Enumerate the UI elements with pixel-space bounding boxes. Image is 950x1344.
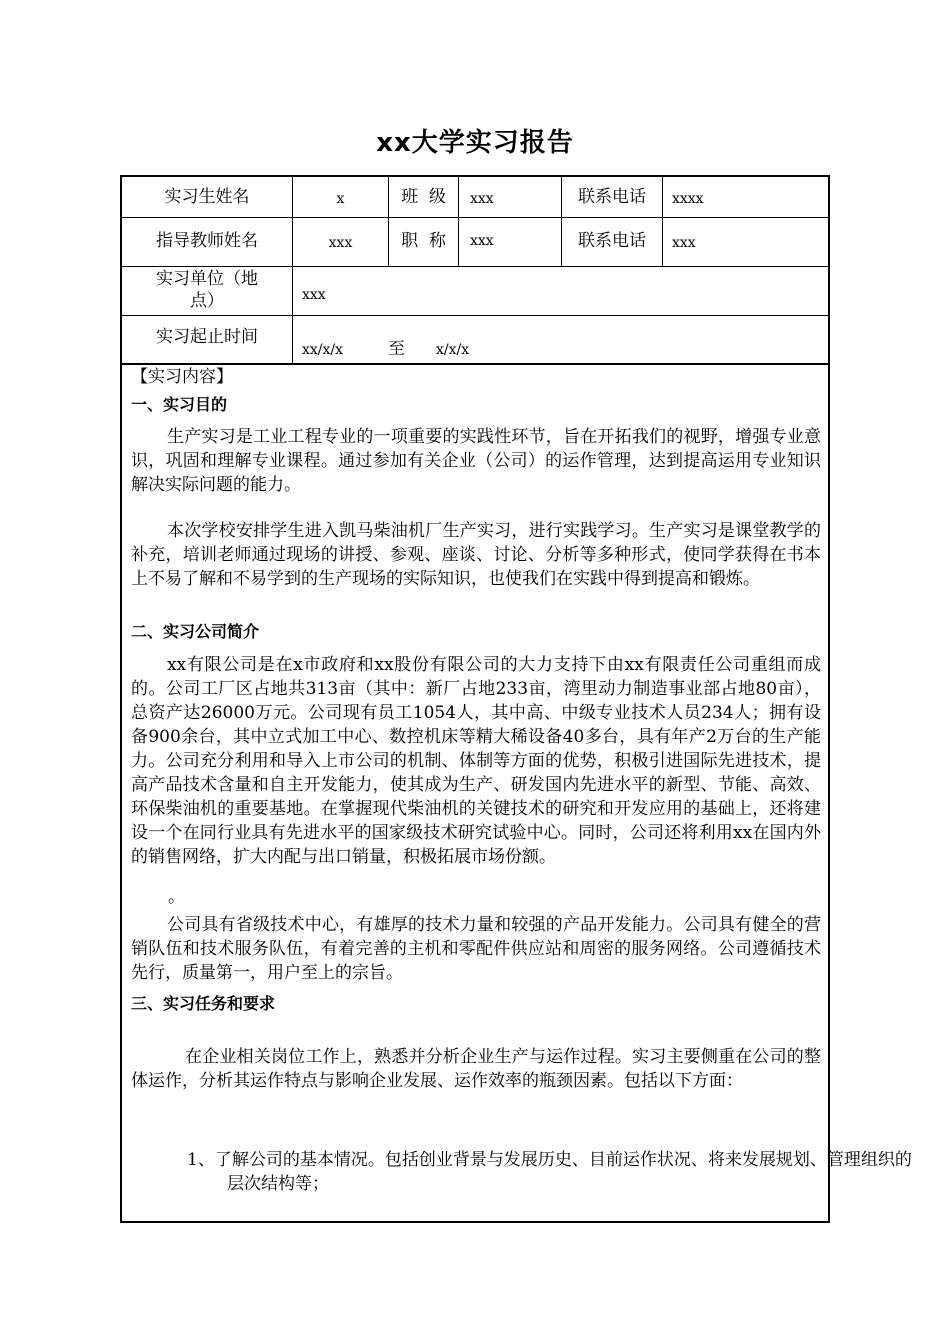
internship-unit-value: xxx xyxy=(302,287,326,303)
section-heading-purpose: 一、实习目的 xyxy=(131,395,228,414)
advisor-name-value: xxx xyxy=(328,235,353,251)
student-name-value: x xyxy=(336,191,345,207)
paragraph-tasks: 在企业相关岗位工作上，熟悉并分析企业生产与运作过程。实习主要侧重在公司的整体运作，分析其运作特点与影响企业发展、运作效率的瓶颈因素。包括以下方面： xyxy=(131,1047,821,1091)
advisor-name-label: 指导教师姓名 xyxy=(156,231,258,251)
report-title: xx大学实习报告 xyxy=(376,128,574,158)
internship-unit-label-line2: 点） xyxy=(190,291,224,311)
student-name-label: 实习生姓名 xyxy=(164,187,250,207)
internship-start-date: xx/x/x xyxy=(302,342,344,358)
paragraph-company-intro: xx有限公司是在x市政府和xx股份有限公司的大力支持下由xx有限责任公司重组而成的。公司工厂区占地共313亩（其中：新厂占地233亩，湾里动力制造事业部占地80亩），总资产达26000万元。公司现有员工1054人，其中高、中级专业技术人员234人；拥有设备900余台，其中立式加工中心、数控机床等精大稀设备40多台，具有年产2万台的生产能力。公司充分利用和导入上市公司的机制、体制等方面的优势，积极引进国际先进技术，提高产品技术含量和自主开发能力，使其成为生产、研发国内先进水平的新型、节能、高效、环保柴油机的重要基地。在掌握现代柴油机的关键技术的研究和开发应用的基础上，还将建设一个在同行业具有先进水平的国家级技术研究试验中心。同时，公司还将利用xx在国内外的销售网络，扩大内配与出口销量，积极拓展市场份额。 xyxy=(131,655,821,867)
advisor-phone-label: 联系电话 xyxy=(578,231,646,251)
task-item-1: 1、了解公司的基本情况。包括创业背景与发展历史、目前运作状况、将来发展规划、管理组织的层次结构等； xyxy=(187,1150,912,1194)
internship-end-date: x/x/x xyxy=(436,342,470,358)
title-value: xxx xyxy=(470,233,494,249)
col-divider-3 xyxy=(458,177,459,266)
title-label: 职 称 xyxy=(401,231,446,251)
row-divider-1 xyxy=(122,217,828,218)
internship-unit-label xyxy=(122,268,292,312)
student-phone-value: xxxx xyxy=(672,191,704,207)
date-range-to: 至 xyxy=(388,339,405,359)
advisor-phone-value: xxx xyxy=(672,235,696,251)
class-label: 班 级 xyxy=(401,187,446,207)
row-divider-2 xyxy=(122,266,828,267)
stray-period: 。 xyxy=(168,887,185,907)
internship-period-label: 实习起止时间 xyxy=(156,327,258,347)
row-divider-3 xyxy=(122,315,828,316)
student-phone-label: 联系电话 xyxy=(578,187,646,207)
section-heading-tasks: 三、实习任务和要求 xyxy=(131,994,276,1013)
internship-content-label: 【实习内容】 xyxy=(131,367,233,387)
paragraph-arrangement: 本次学校安排学生进入凯马柴油机厂生产实习，进行实践学习。生产实习是课堂教学的补充，培训老师通过现场的讲授、参观、座谈、讨论、分析等多种形式，使同学获得在书本上不易了解和不易学到的生产现场的实际知识，也使我们在实践中得到提高和锻炼。 xyxy=(131,521,821,589)
internship-unit-label-line1: 实习单位（地 xyxy=(156,269,258,289)
class-value: xxx xyxy=(470,191,494,207)
col-divider-5 xyxy=(662,177,663,266)
paragraph-purpose: 生产实习是工业工程专业的一项重要的实践性环节，旨在开拓我们的视野，增强专业意识，巩固和理解专业课程。通过参加有关企业（公司）的运作管理，达到提高运用专业知识解决实际问题的能力。 xyxy=(131,427,821,495)
paragraph-company-strength: 公司具有省级技术中心，有雄厚的技术力量和较强的产品开发能力。公司具有健全的营销队伍和技术服务队伍，有着完善的主机和零配件供应站和周密的服务网络。公司遵循技术先行，质量第一，用户至上的宗旨。 xyxy=(131,915,821,983)
section-heading-company: 二、实习公司简介 xyxy=(131,622,260,641)
